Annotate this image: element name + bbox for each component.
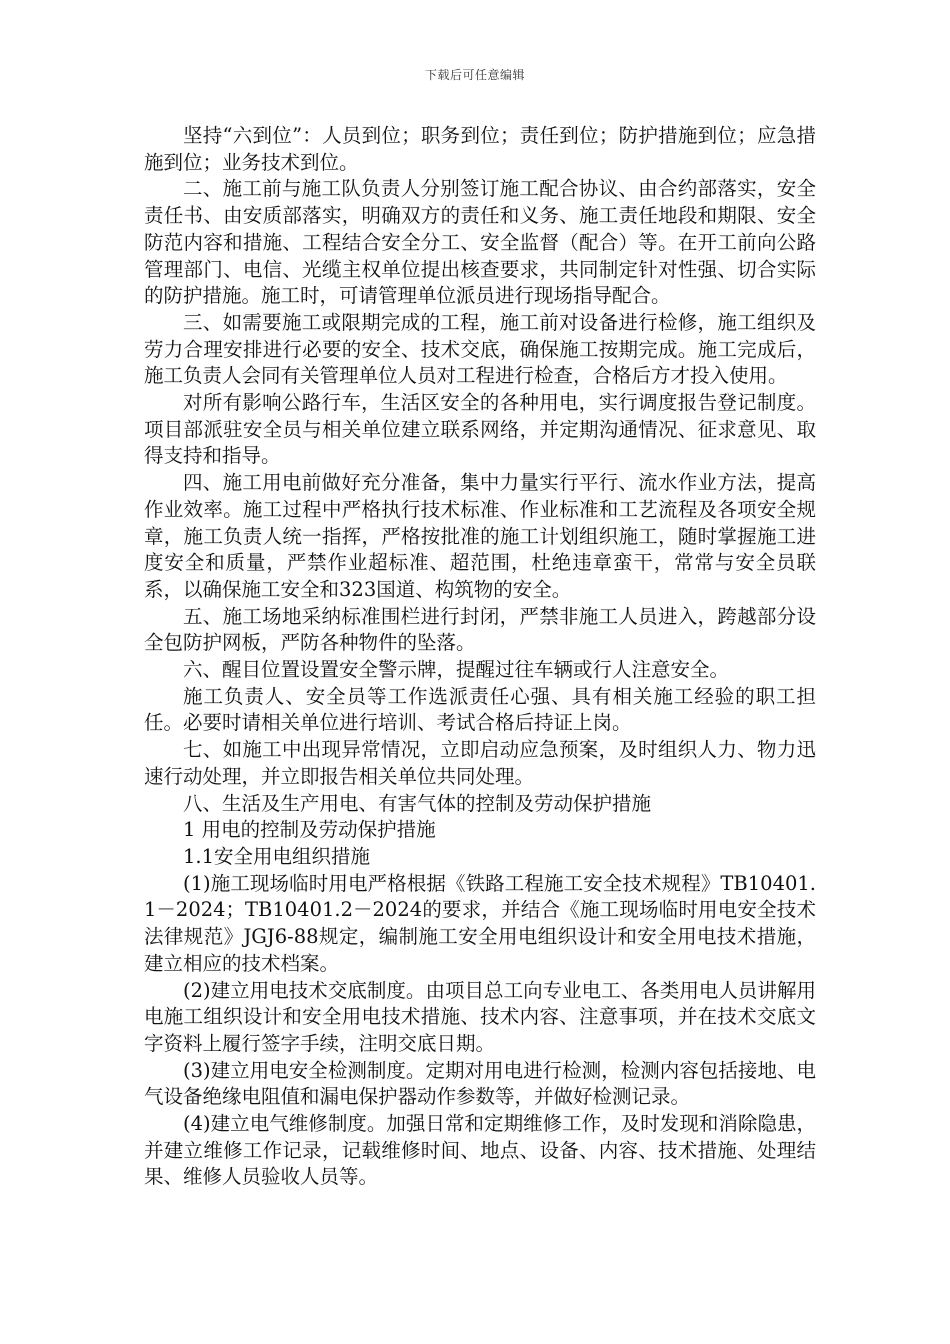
paragraph-item-3: (3)建立用电安全检测制度。定期对用电进行检测，检测内容包括接地、电气设备绝缘电阻值和漏电保护器动作参数等，并做好检测记录。 (144, 1058, 816, 1109)
paragraph-six-in-place: 坚持“六到位”：人员到位；职务到位；责任到位；防护措施到位；应急措施到位；业务技术到位。 (144, 124, 816, 174)
paragraph-section-three: 三、如需要施工或限期完成的工程，施工前对设备进行检修，施工组织及劳力合理安排进行必要的安全、技术交底，确保施工按期完成。施工完成后，施工负责人会同有关管理单位人员对工程进行检查，合格后方才投入使用。 (144, 310, 816, 388)
heading-section-eight: 八、生活及生产用电、有害气体的控制及劳动保护措施 (183, 791, 652, 815)
paragraph-section-five: 五、施工场地采纳标准围栏进行封闭，严禁非施工人员进入，跨越部分设全包防护网板，严防各种物件的坠落。 (144, 604, 816, 655)
paragraph-section-six: 六、醒目位置设置安全警示牌，提醒过往车辆或行人注意安全。 (183, 658, 730, 682)
document-body (144, 123, 816, 1191)
paragraph-section-seven: 七、如施工中出现异常情况，立即启动应急预案，及时组织人力、物力迅速行动处理，并立即报告相关单位共同处理。 (144, 738, 816, 788)
heading-1-1: 1.1安全用电组织措施 (183, 844, 371, 868)
heading-1: 1 用电的控制及劳动保护措施 (183, 818, 436, 842)
paragraph-section-four: 四、施工用电前做好充分准备，集中力量实行平行、流水作业方法，提高作业效率。施工过程中严格执行技术标准、作业标准和工艺流程及各项安全规章，施工负责人统一指挥，严格按批准的施工计划组织施工，随时掌握施工进度安全和质量，严禁作业超标准、超范围，杜绝违章蛮干，常常与安全员联系，以确保施工安全和323国道、构筑物的安全。 (144, 471, 816, 601)
paragraph-item-4: (4)建立电气维修制度。加强日常和定期维修工作，及时发现和消除隐患，并建立维修工作记录，记载维修时间、地点、设备、内容、技术措施、处理结果、维修人员验收人员等。 (144, 1112, 816, 1189)
paragraph-dispatch-registration: 对所有影响公路行车，生活区安全的各种用电，实行调度报告登记制度。项目部派驻安全员与相关单位建立联系网络，并定期沟通情况、征求意见、取得支持和指导。 (144, 391, 816, 468)
paragraph-item-2: (2)建立用电技术交底制度。由项目总工向专业电工、各类用电人员讲解用电施工组织设计和安全用电技术措施、技术内容、注意事项，并在技术交底文字资料上履行签字手续，注明交底日期。 (144, 978, 816, 1055)
paragraph-item-1: (1)施工现场临时用电严格根据《铁路工程施工安全技术规程》TB10401.1－2024；TB10401.2－2024的要求，并结合《施工现场临时用电安全技术法律规范》JGJ6-88规定，编制施工安全用电组织设计和安全用电技术措施，建立相应的技术档案。 (144, 871, 816, 975)
paragraph-personnel: 施工负责人、安全员等工作选派责任心强、具有相关施工经验的职工担任。必要时请相关单位进行培训、考试合格后持证上岗。 (144, 684, 816, 735)
paragraph-section-two: 二、施工前与施工队负责人分别签订施工配合协议、由合约部落实，安全责任书、由安质部落实，明确双方的责任和义务、施工责任地段和期限、安全防范内容和措施、工程结合安全分工、安全监督（配合）等。在开工前向公路管理部门、电信、光缆主权单位提出核查要求，共同制定针对性强、切合实际的防护措施。施工时，可请管理单位派员进行现场指导配合。 (144, 177, 816, 308)
page-header: 下载后可任意编辑 (424, 68, 525, 82)
